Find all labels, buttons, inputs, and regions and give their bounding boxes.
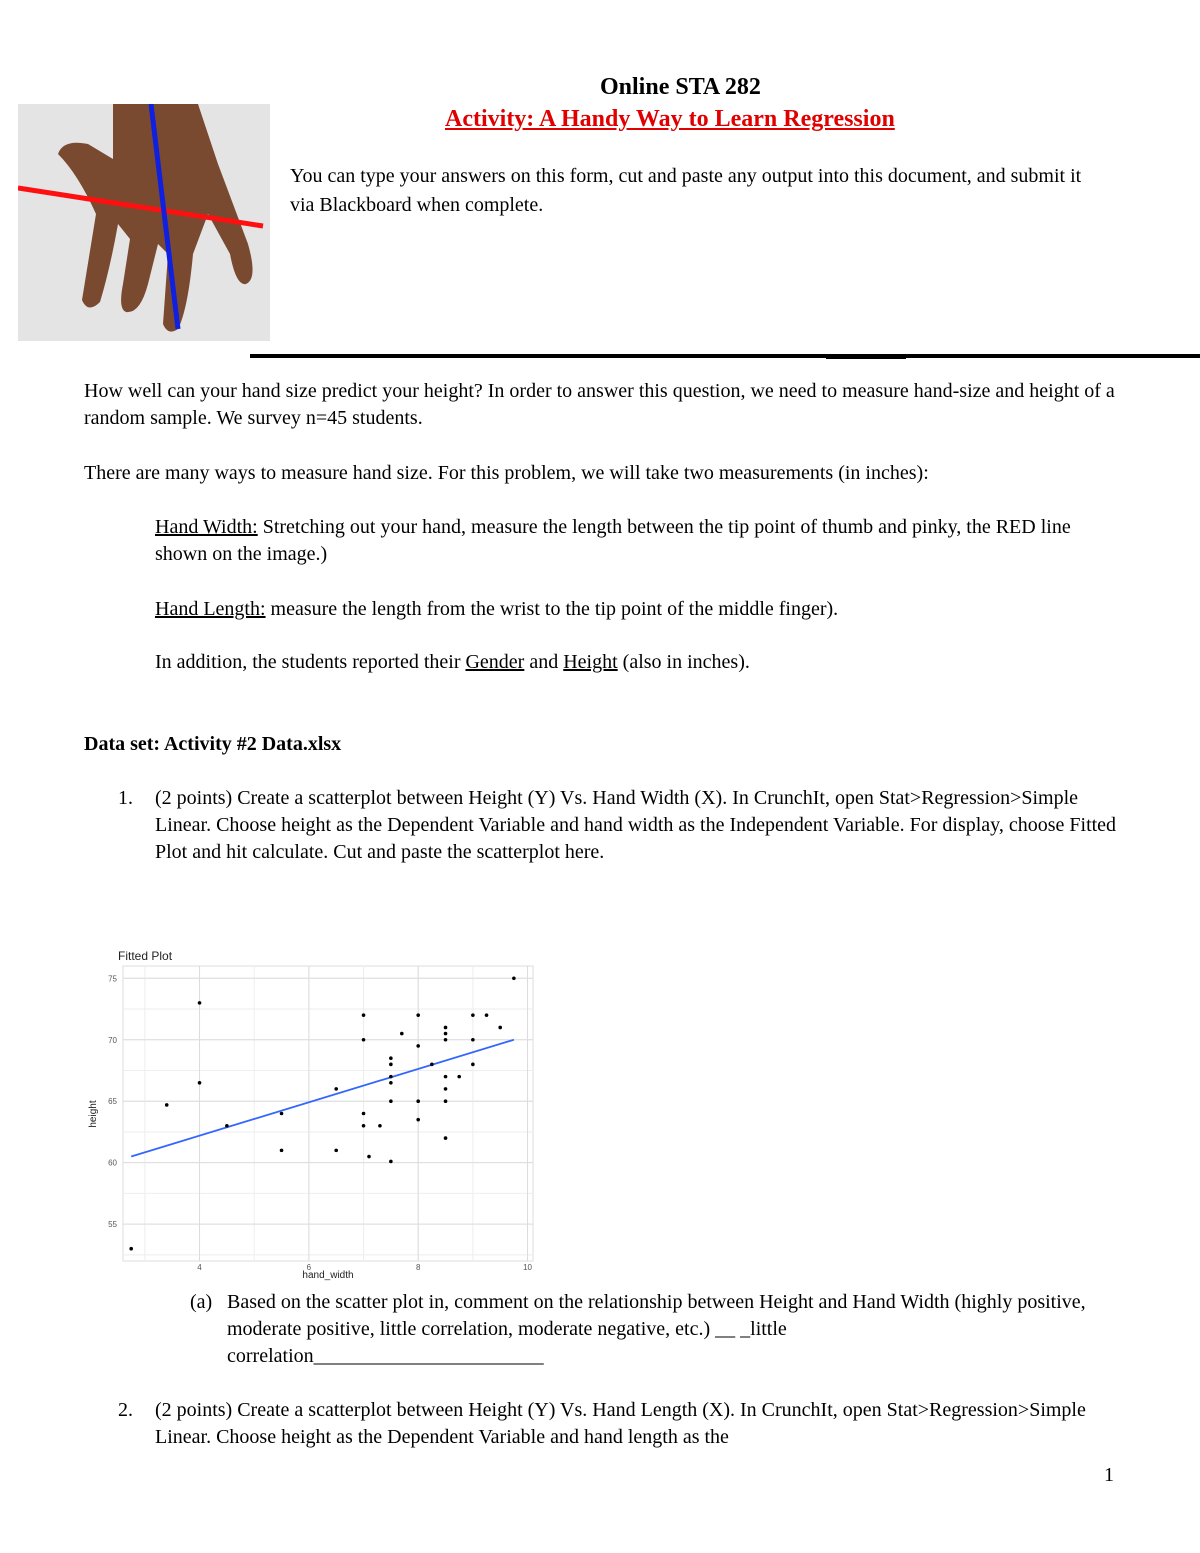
data-point — [334, 1149, 338, 1153]
data-point — [471, 1013, 475, 1017]
question-2-number: 2. — [118, 1399, 133, 1421]
plot-area — [123, 966, 533, 1261]
question-1a-text: Based on the scatter plot in, comment on the relationship between Height and Hand Width (highly positive, moderate positive, little correlation, moderate negative, etc.) __ _little correlation_______________________ — [227, 1291, 1086, 1367]
question-1a-label: (a) — [190, 1291, 213, 1313]
data-point — [389, 1075, 393, 1079]
chart-title: Fitted Plot — [118, 949, 173, 963]
hand-width-text: Stretching out your hand, measure the length between the tip point of thumb and pinky, the RED line shown on the image.) — [155, 516, 1071, 565]
data-point — [471, 1063, 475, 1067]
x-tick-label: 6 — [306, 1263, 312, 1272]
data-point — [512, 976, 516, 980]
y-tick-label: 75 — [108, 974, 117, 984]
data-point — [362, 1013, 366, 1017]
measurement-paragraph: There are many ways to measure hand size. For this problem, we will take two measurements (in inches): — [84, 462, 929, 484]
data-point — [444, 1038, 448, 1042]
x-axis-label: hand_width — [302, 1270, 354, 1281]
data-point — [416, 1013, 420, 1017]
data-point — [389, 1056, 393, 1060]
data-point — [444, 1075, 448, 1079]
data-point — [389, 1081, 393, 1085]
hand-length-definition — [155, 596, 1115, 623]
and-word: and — [524, 651, 564, 673]
data-point — [389, 1160, 393, 1164]
x-tick-label: 4 — [197, 1263, 202, 1272]
data-point — [444, 1026, 448, 1030]
page-number: 1 — [1104, 1464, 1114, 1486]
data-point — [416, 1099, 420, 1103]
y-tick-label: 60 — [108, 1158, 117, 1168]
data-point — [471, 1038, 475, 1042]
course-title: Online STA 282 — [600, 74, 761, 100]
data-point — [334, 1087, 338, 1091]
data-point — [362, 1112, 366, 1116]
data-point — [485, 1013, 489, 1017]
question-2-text: (2 points) Create a scatterplot between Height (Y) Vs. Hand Length (X). In CrunchIt, open Stat>Regression>Simple Linear. Choose height as the Dependent Variable and hand length as the — [155, 1399, 1086, 1448]
data-point — [378, 1124, 382, 1128]
addition-pre: In addition, the students reported their — [155, 651, 466, 673]
intro-paragraph: How well can your hand size predict your height? In order to answer this question, we need to measure hand-size and height of a random sample. We survey n=45 students. — [84, 380, 1115, 429]
x-tick-label: 8 — [415, 1263, 421, 1272]
data-point — [225, 1124, 229, 1128]
hand-length-label: Hand Length: — [155, 598, 266, 620]
dataset-heading: Data set: Activity #2 Data.xlsx — [84, 733, 342, 755]
y-tick-label: 55 — [108, 1220, 117, 1230]
hand-photo — [18, 104, 270, 341]
data-point — [198, 1081, 202, 1085]
question-1-text: (2 points) Create a scatterplot between Height (Y) Vs. Hand Width (X). In CrunchIt, open Stat>Regression>Simple Linear. Choose height as the Dependent Variable and hand width as the Independent Variable. For display, choose Fitted Plot and hit calculate. Cut and paste the scatterplot here. — [155, 787, 1117, 863]
data-point — [280, 1112, 284, 1116]
x-tick-label: 10 — [523, 1263, 532, 1272]
data-point — [498, 1026, 502, 1030]
data-point — [362, 1124, 366, 1128]
data-point — [129, 1247, 133, 1251]
data-point — [444, 1099, 448, 1103]
data-point — [367, 1155, 371, 1159]
divider-line — [250, 354, 1200, 358]
data-point — [389, 1099, 393, 1103]
divider-accent — [826, 356, 906, 359]
fitted-plot-chart — [80, 944, 540, 1284]
question-1-number: 1. — [118, 787, 133, 809]
addition-sentence — [155, 649, 1115, 676]
y-tick-label: 70 — [108, 1035, 117, 1045]
gender-word: Gender — [465, 651, 525, 673]
data-point — [444, 1032, 448, 1036]
hand-length-text: measure the length from the wrist to the tip point of the middle finger). — [265, 598, 839, 620]
hand-width-definition — [155, 514, 1115, 568]
data-point — [280, 1149, 284, 1153]
addition-post: (also in inches). — [617, 651, 750, 673]
data-point — [416, 1044, 420, 1048]
data-point — [389, 1063, 393, 1067]
data-point — [165, 1103, 169, 1107]
data-point — [362, 1038, 366, 1042]
data-point — [416, 1118, 420, 1122]
data-point — [444, 1087, 448, 1091]
data-point — [457, 1075, 461, 1079]
y-tick-label: 65 — [108, 1097, 117, 1107]
data-point — [444, 1136, 448, 1140]
activity-title: Activity: A Handy Way to Learn Regression — [445, 106, 895, 132]
data-point — [400, 1032, 404, 1036]
hand-width-label: Hand Width: — [155, 516, 258, 538]
y-axis-label: height — [88, 1100, 99, 1128]
intro-text: You can type your answers on this form, cut and paste any output into this document, and submit it via Blackboard when complete. — [290, 165, 1082, 216]
data-point — [198, 1001, 202, 1005]
height-word: Height — [563, 651, 618, 673]
data-point — [430, 1063, 434, 1067]
